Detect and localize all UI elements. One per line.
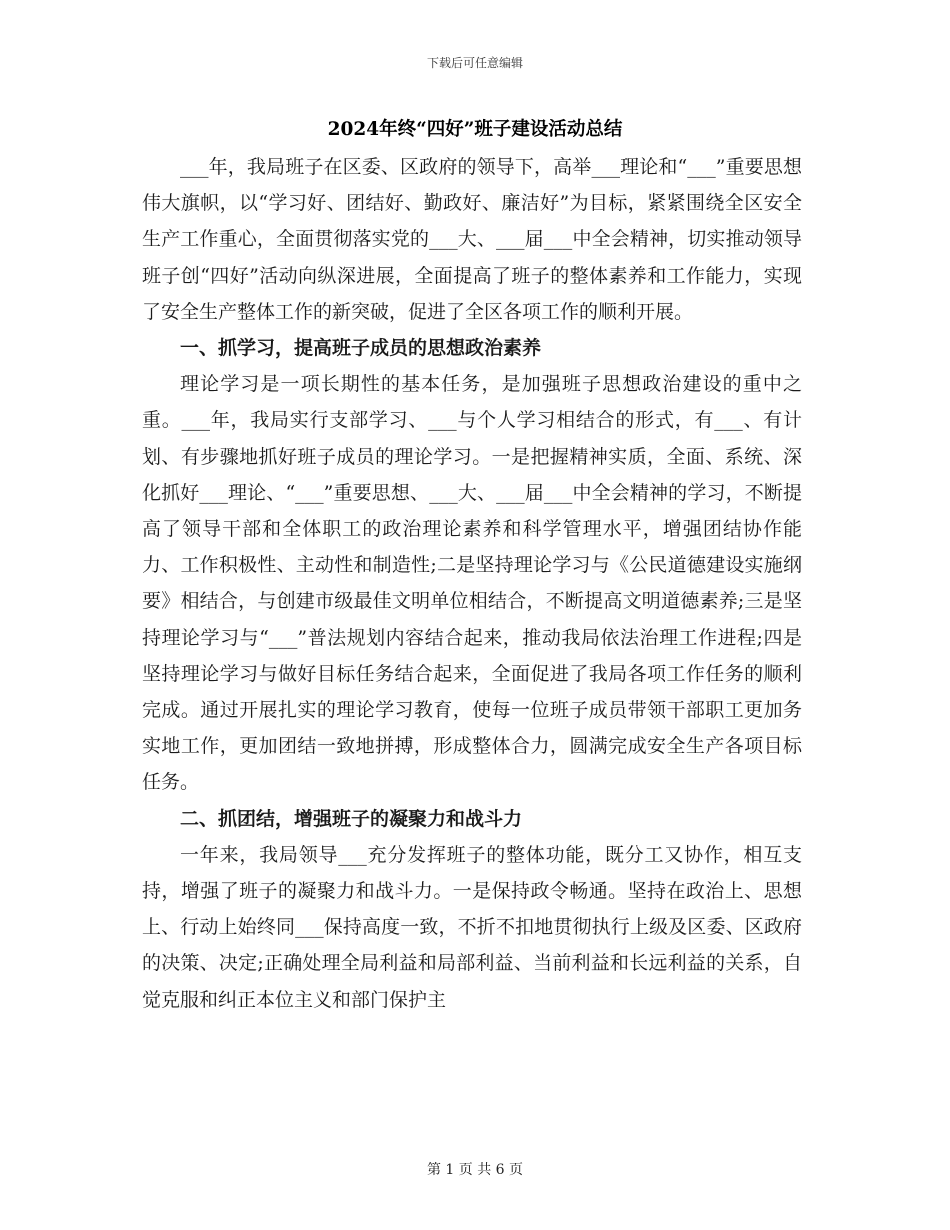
document-body xyxy=(142,149,802,1018)
section-heading-1: 一、抓学习，提高班子成员的思想政治素养 xyxy=(180,337,542,360)
section-2-paragraph: 一年来，我局领导___充分发挥班子的整体功能，既分工又协作，相互支持，增强了班子的凝聚力和战斗力。一是保持政令畅通。坚持在政治上、思想上、行动上始终同___保持高度一致，不折不扣地贯彻执行上级及区委、区政府的决策、决定;正确处理全局利益和局部利益、当前利益和长远利益的关系，自觉克服和纠正本位主义和部门保护主 xyxy=(142,843,802,1011)
page-footer: 第 1 页 共 6 页 xyxy=(426,1162,524,1178)
intro-paragraph: ___年，我局班子在区委、区政府的领导下，高举___理论和“___”重要思想伟大旗帜，以“学习好、团结好、勤政好、廉洁好”为目标，紧紧围绕全区安全生产工作重心，全面贯彻落实党的___大、___届___中全会精神，切实推动领导班子创“四好”活动向纵深进展，全面提高了班子的整体素养和工作能力，实现了安全生产整体工作的新突破，促进了全区各项工作的顺利开展。 xyxy=(142,156,802,323)
section-heading-2: 二、抓团结，增强班子的凝聚力和战斗力 xyxy=(180,807,523,830)
document-title: 2024年终“四好”班子建设活动总结 xyxy=(327,119,623,140)
section-1-paragraph: 理论学习是一项长期性的基本任务，是加强班子思想政治建设的重中之重。___年，我局实行支部学习、___与个人学习相结合的形式，有___、有计划、有步骤地抓好班子成员的理论学习。一是把握精神实质，全面、系统、深化抓好___理论、“___”重要思想、___大、___届___中全会精神的学习，不断提高了领导干部和全体职工的政治理论素养和科学管理水平，增强团结协作能力、工作积极性、主动性和制造性;二是坚持理论学习与《公民道德建设实施纲要》相结合，与创建市级最佳文明单位相结合，不断提高文明道德素养;三是坚持理论学习与“___”普法规划内容结合起来，推动我局依法治理工作进程;四是坚持理论学习与做好目标任务结合起来，全面促进了我局各项工作任务的顺利完成。通过开展扎实的理论学习教育，使每一位班子成员带领干部职工更加务实地工作，更加团结一致地拼搏，形成整体合力，圆满完成安全生产各项目标任务。 xyxy=(142,373,802,794)
page-header: 下载后可任意编辑 xyxy=(426,56,523,70)
